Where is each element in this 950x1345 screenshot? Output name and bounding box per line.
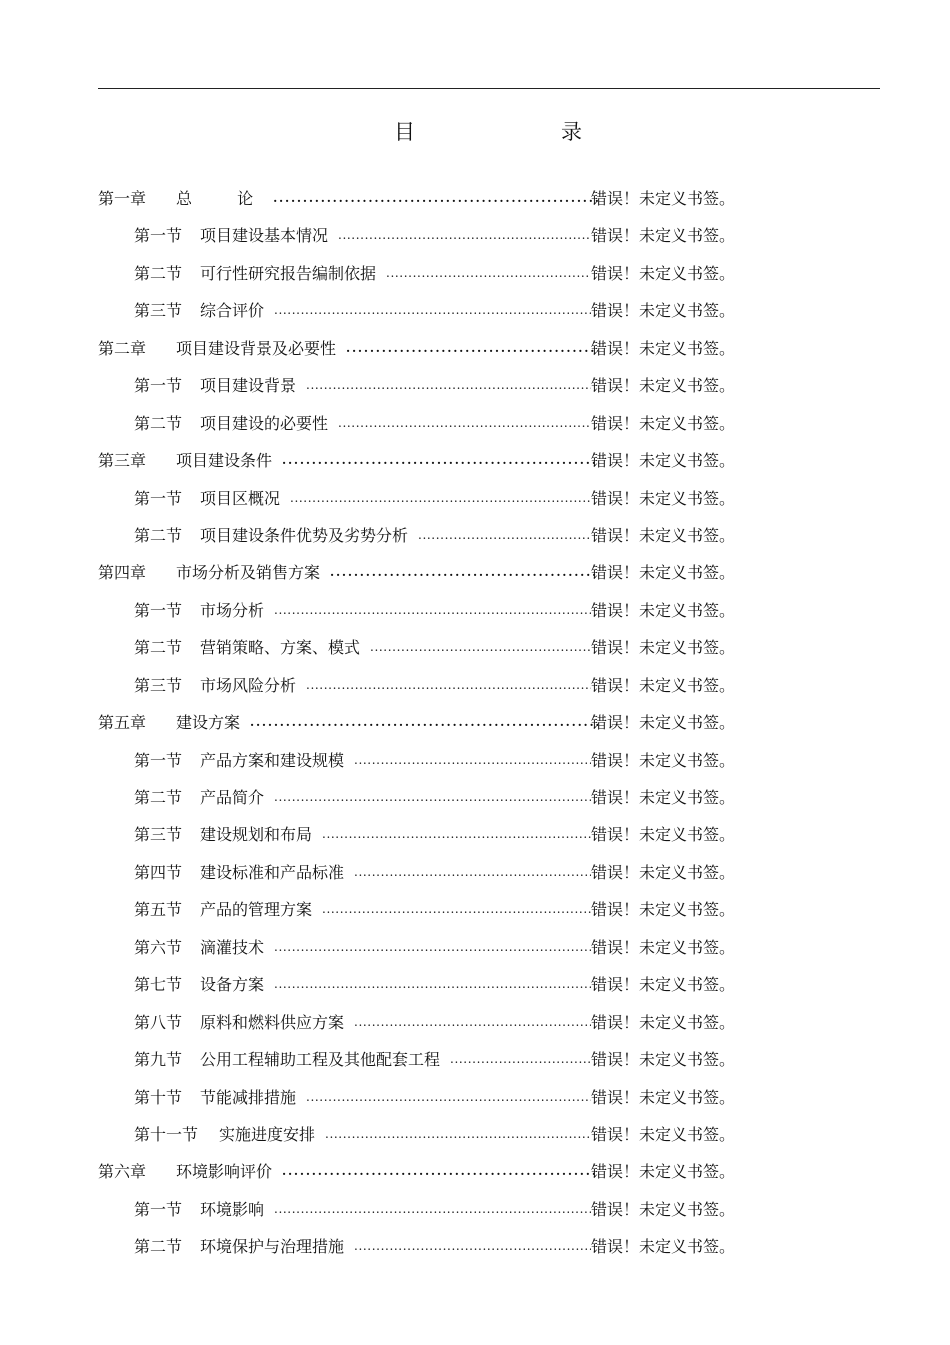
toc-entry-label	[134, 1116, 591, 1153]
toc-page-ref: 错误！未定义书签。	[591, 226, 736, 246]
toc-page-ref: 错误！未定义书签。	[591, 1237, 736, 1257]
toc-entry-number: 第四节	[134, 862, 183, 882]
toc-dot-leader	[250, 704, 598, 741]
toc-page-ref: 错误！未定义书签。	[591, 563, 736, 583]
toc-entry-number: 第二章	[98, 338, 147, 358]
toc-entry-text: 滴灌技术	[200, 929, 274, 966]
toc-dot-leader	[306, 1079, 591, 1116]
toc-dot-leader	[330, 554, 598, 591]
toc-entry-number: 第六章	[98, 1162, 147, 1182]
toc-entry-text: 环境保护与治理措施	[200, 1228, 354, 1265]
toc-entry-text: 建设方案	[176, 704, 250, 741]
toc-section-entry[interactable]	[0, 929, 950, 966]
toc-entry-text: 市场分析及销售方案	[176, 554, 330, 591]
toc-section-entry[interactable]	[0, 779, 950, 816]
toc-dot-leader	[386, 255, 591, 292]
toc-page-ref: 错误！未定义书签。	[591, 788, 736, 807]
toc-page-ref: 错误！未定义书签。	[591, 376, 736, 396]
toc-dot-leader	[338, 217, 591, 254]
toc-section-entry[interactable]	[0, 1079, 950, 1116]
toc-chapter-entry[interactable]	[0, 1153, 950, 1190]
toc-entry-label	[134, 480, 591, 517]
toc-page-ref: 错误！未定义书签。	[591, 1087, 736, 1107]
toc-entry-text: 项目区概况	[200, 480, 290, 517]
toc-entry-label	[134, 1191, 591, 1228]
toc-section-entry[interactable]	[0, 667, 950, 704]
toc-entry-text: 项目建设背景	[200, 367, 306, 404]
toc-chapter-entry[interactable]	[0, 442, 950, 479]
toc-entry-number: 第一节	[134, 226, 183, 246]
toc-page-ref: 错误！未定义书签。	[591, 937, 736, 957]
toc-dot-leader	[338, 405, 591, 442]
toc-page-ref: 错误！未定义书签。	[591, 488, 736, 508]
toc-entry-label	[134, 255, 591, 292]
toc-entry-text: 设备方案	[200, 966, 274, 1003]
toc-entry-label	[134, 1228, 591, 1265]
toc-entry-number: 第三节	[134, 675, 183, 695]
toc-entry-number: 第一节	[134, 376, 183, 396]
toc-entry-text: 环境影响	[200, 1191, 274, 1228]
toc-dot-leader	[354, 854, 591, 891]
toc-entry-label	[98, 554, 598, 591]
toc-section-entry[interactable]	[0, 480, 950, 517]
toc-entry-number: 第八节	[134, 1012, 183, 1032]
toc-list	[0, 180, 950, 1266]
toc-entry-label	[134, 217, 591, 254]
toc-dot-leader	[354, 742, 591, 779]
toc-entry-text: 项目建设背景及必要性	[176, 330, 346, 367]
toc-page-ref: 错误！未定义书签。	[591, 1124, 736, 1144]
toc-entry-label	[134, 1079, 591, 1116]
toc-entry-label	[98, 330, 598, 367]
toc-dot-leader	[290, 480, 591, 517]
toc-page-ref: 错误！未定义书签。	[591, 189, 736, 208]
toc-entry-number: 第三节	[134, 825, 183, 845]
toc-entry-number: 第九节	[134, 1050, 183, 1070]
toc-entry-text: 公用工程辅助工程及其他配套工程	[200, 1041, 450, 1078]
toc-dot-leader	[274, 966, 591, 1003]
toc-entry-text: 市场风险分析	[200, 667, 306, 704]
toc-entry-label	[134, 929, 591, 966]
toc-entry-number: 第七节	[134, 975, 183, 995]
toc-chapter-entry[interactable]	[0, 704, 950, 741]
toc-entry-text: 项目建设的必要性	[200, 405, 338, 442]
toc-section-entry[interactable]	[0, 966, 950, 1003]
toc-entry-number: 第一章	[98, 189, 147, 208]
toc-dot-leader	[274, 592, 591, 629]
toc-entry-text: 综合评价	[200, 292, 274, 329]
toc-entry-number: 第二节	[134, 525, 183, 545]
toc-section-entry[interactable]	[0, 742, 950, 779]
toc-section-entry[interactable]	[0, 367, 950, 404]
toc-page-ref: 错误！未定义书签。	[591, 263, 736, 283]
toc-entry-label	[134, 1041, 591, 1078]
toc-entry-text: 产品简介	[200, 779, 274, 816]
toc-dot-leader	[354, 1228, 591, 1265]
toc-section-entry[interactable]	[0, 405, 950, 442]
toc-entry-label	[98, 1153, 598, 1190]
toc-chapter-entry[interactable]	[0, 180, 950, 217]
toc-section-entry[interactable]	[0, 517, 950, 554]
toc-entry-number: 第五节	[134, 900, 183, 920]
toc-entry-label	[98, 704, 598, 741]
toc-entry-number: 第二节	[134, 1237, 183, 1257]
toc-dot-leader	[274, 1191, 591, 1228]
toc-page-ref: 错误！未定义书签。	[591, 338, 736, 358]
toc-dot-leader	[370, 629, 591, 666]
toc-entry-number: 第一节	[134, 1199, 183, 1219]
toc-entry-number: 第二节	[134, 788, 183, 807]
toc-entry-label	[134, 891, 591, 928]
toc-entry-label	[134, 405, 591, 442]
toc-entry-label	[134, 1004, 591, 1041]
toc-page-ref: 错误！未定义书签。	[591, 600, 736, 620]
toc-section-entry[interactable]	[0, 816, 950, 853]
toc-entry-label	[134, 517, 591, 554]
toc-entry-label	[98, 180, 598, 217]
toc-entry-text: 建设规划和布局	[200, 816, 322, 853]
toc-dot-leader	[282, 1153, 598, 1190]
toc-page-ref: 错误！未定义书签。	[591, 413, 736, 433]
toc-entry-number: 第二节	[134, 413, 183, 433]
toc-dot-leader	[322, 891, 591, 928]
toc-page-ref: 错误！未定义书签。	[591, 675, 736, 695]
toc-entry-text: 节能减排措施	[200, 1079, 306, 1116]
toc-entry-number: 第二节	[134, 263, 183, 283]
toc-entry-label	[98, 442, 598, 479]
toc-dot-leader	[325, 1116, 591, 1153]
toc-section-entry[interactable]	[0, 1041, 950, 1078]
toc-entry-label	[134, 854, 591, 891]
toc-section-entry[interactable]	[0, 1116, 950, 1153]
toc-page-ref: 错误！未定义书签。	[591, 975, 736, 995]
toc-entry-label	[134, 367, 591, 404]
toc-section-entry[interactable]	[0, 1191, 950, 1228]
toc-entry-text: 产品的管理方案	[200, 891, 322, 928]
toc-entry-text: 总 论	[176, 180, 273, 217]
toc-section-entry[interactable]	[0, 891, 950, 928]
toc-entry-text: 原料和燃料供应方案	[200, 1004, 354, 1041]
toc-entry-text: 项目建设基本情况	[200, 217, 338, 254]
toc-entry-text: 建设标准和产品标准	[200, 854, 354, 891]
toc-section-entry[interactable]	[0, 1228, 950, 1265]
toc-entry-text: 可行性研究报告编制依据	[200, 255, 386, 292]
toc-chapter-entry[interactable]	[0, 554, 950, 591]
toc-entry-text: 营销策略、方案、模式	[200, 629, 370, 666]
toc-page-ref: 错误！未定义书签。	[591, 1162, 736, 1182]
toc-entry-number: 第十节	[134, 1087, 183, 1107]
toc-page-ref: 错误！未定义书签。	[591, 825, 736, 845]
toc-entry-number: 第四章	[98, 563, 147, 583]
toc-entry-label	[134, 742, 591, 779]
toc-page-ref: 错误！未定义书签。	[591, 1199, 736, 1219]
toc-dot-leader	[274, 292, 591, 329]
toc-entry-label	[134, 592, 591, 629]
toc-page-ref: 错误！未定义书签。	[591, 1050, 736, 1070]
toc-section-entry[interactable]	[0, 217, 950, 254]
toc-dot-leader	[274, 779, 591, 816]
toc-dot-leader	[346, 330, 598, 367]
toc-entry-number: 第二节	[134, 638, 183, 658]
toc-entry-label	[134, 667, 591, 704]
toc-section-entry[interactable]	[0, 292, 950, 329]
toc-entry-text: 产品方案和建设规模	[200, 742, 354, 779]
toc-section-entry[interactable]	[0, 854, 950, 891]
toc-section-entry[interactable]	[0, 592, 950, 629]
toc-title-part2: 录	[561, 120, 582, 144]
toc-dot-leader	[274, 929, 591, 966]
toc-page-ref: 错误！未定义书签。	[591, 862, 736, 882]
toc-page-ref: 错误！未定义书签。	[591, 1012, 736, 1032]
toc-entry-text: 项目建设条件优势及劣势分析	[200, 517, 418, 554]
toc-page-ref: 错误！未定义书签。	[591, 638, 736, 658]
toc-dot-leader	[322, 816, 591, 853]
toc-entry-text: 市场分析	[200, 592, 274, 629]
toc-entry-text: 项目建设条件	[176, 442, 282, 479]
header-rule	[98, 88, 880, 89]
toc-entry-text: 环境影响评价	[176, 1153, 282, 1190]
toc-page-ref: 错误！未定义书签。	[591, 451, 736, 471]
toc-entry-number: 第三章	[98, 451, 147, 471]
toc-entry-number: 第十一节	[134, 1124, 199, 1144]
toc-dot-leader	[282, 442, 598, 479]
toc-dot-leader	[306, 367, 591, 404]
toc-entry-number: 第一节	[134, 750, 183, 770]
toc-title-part1: 目	[394, 120, 415, 144]
toc-page-ref: 错误！未定义书签。	[591, 525, 736, 545]
toc-entry-number: 第五章	[98, 713, 147, 733]
toc-section-entry[interactable]	[0, 1004, 950, 1041]
toc-page-ref: 错误！未定义书签。	[591, 750, 736, 770]
toc-page-ref: 错误！未定义书签。	[591, 301, 736, 321]
toc-entry-label	[134, 779, 591, 816]
toc-page-ref: 错误！未定义书签。	[591, 900, 736, 920]
toc-dot-leader	[306, 667, 591, 704]
toc-entry-label	[134, 629, 591, 666]
toc-entry-number: 第一节	[134, 600, 183, 620]
toc-dot-leader	[354, 1004, 591, 1041]
toc-section-entry[interactable]	[0, 255, 950, 292]
toc-entry-label	[134, 816, 591, 853]
toc-entry-number: 第一节	[134, 488, 183, 508]
toc-section-entry[interactable]	[0, 629, 950, 666]
toc-dot-leader	[450, 1041, 591, 1078]
toc-entry-number: 第六节	[134, 937, 183, 957]
toc-page-ref: 错误！未定义书签。	[591, 713, 736, 733]
toc-chapter-entry[interactable]	[0, 330, 950, 367]
toc-entry-label	[134, 966, 591, 1003]
toc-title	[0, 116, 950, 146]
toc-entry-text: 实施进度安排	[219, 1116, 325, 1153]
toc-entry-label	[134, 292, 591, 329]
toc-entry-number: 第三节	[134, 301, 183, 321]
toc-dot-leader	[418, 517, 591, 554]
toc-dot-leader	[273, 180, 598, 217]
